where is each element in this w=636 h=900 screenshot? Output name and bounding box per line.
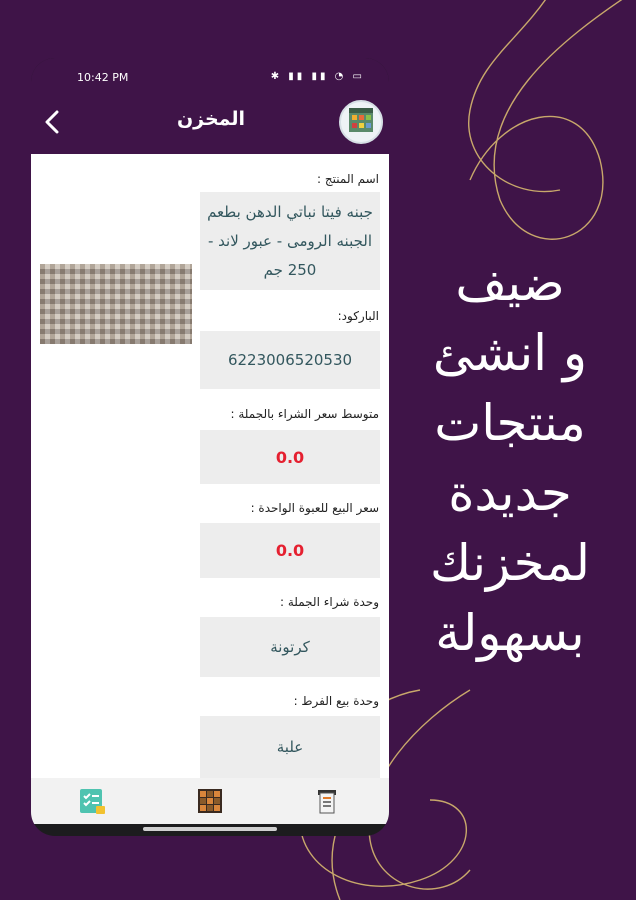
app-header xyxy=(31,96,389,154)
wholesale-unit-label: وحدة شراء الجملة : xyxy=(279,595,379,609)
promo-line: بسهولة xyxy=(435,604,585,662)
promo-line: لمخزنك xyxy=(429,534,591,592)
chevron-left-icon xyxy=(43,108,63,136)
page-title: المخزن xyxy=(176,108,246,130)
avg-wholesale-price-field[interactable] xyxy=(200,430,380,484)
unit-sale-price-label: سعر البيع للعبوة الواحدة : xyxy=(250,501,379,515)
nav-warehouse[interactable] xyxy=(195,786,225,816)
bottom-nav xyxy=(31,778,389,824)
phone-frame xyxy=(31,58,389,836)
product-name-field[interactable] xyxy=(200,192,380,290)
promo-line: جديدة xyxy=(448,464,572,522)
retail-unit-value: علبة xyxy=(276,737,304,756)
product-form xyxy=(31,154,389,778)
store-icon xyxy=(341,102,381,142)
status-time: 10:42 PM xyxy=(77,71,129,84)
retail-unit-field[interactable] xyxy=(200,716,380,778)
unit-sale-price-value: 0.0 xyxy=(275,541,305,560)
promo-text xyxy=(400,248,620,668)
barcode-value: 6223006520530 xyxy=(227,350,353,369)
store-avatar[interactable] xyxy=(339,100,383,144)
receipt-icon xyxy=(312,786,342,816)
promo-line: منتجات xyxy=(434,394,586,452)
avg-wholesale-price-value: 0.0 xyxy=(275,447,305,467)
product-image xyxy=(40,264,192,344)
home-indicator xyxy=(143,827,277,831)
barcode-field[interactable] xyxy=(200,331,380,389)
wholesale-unit-field[interactable] xyxy=(200,617,380,677)
status-icons: ✱ ▮▮ ▮▮ ◔ ▭ xyxy=(270,71,365,82)
promo-line: و انشئ xyxy=(432,324,588,382)
retail-unit-label: وحدة بيع الفرط : xyxy=(293,694,379,708)
avg-wholesale-price-label: متوسط سعر الشراء بالجملة : xyxy=(230,407,379,421)
product-name-value: جبنه فيتا نباتي الدهن بطعم الجبنه الرومى - عبور لاند - 250 جم xyxy=(207,202,373,279)
promo-line: ضيف xyxy=(455,254,565,312)
nav-checklist[interactable] xyxy=(77,786,107,816)
barcode-label: الباركود: xyxy=(337,309,379,323)
warehouse-icon xyxy=(195,786,225,816)
checklist-icon xyxy=(77,786,107,816)
product-name-label: اسم المنتج : xyxy=(317,172,379,186)
nav-receipt[interactable] xyxy=(312,786,342,816)
status-bar xyxy=(31,58,389,96)
wholesale-unit-value: كرتونة xyxy=(270,637,310,656)
unit-sale-price-field[interactable] xyxy=(200,523,380,578)
back-button[interactable] xyxy=(35,104,71,140)
